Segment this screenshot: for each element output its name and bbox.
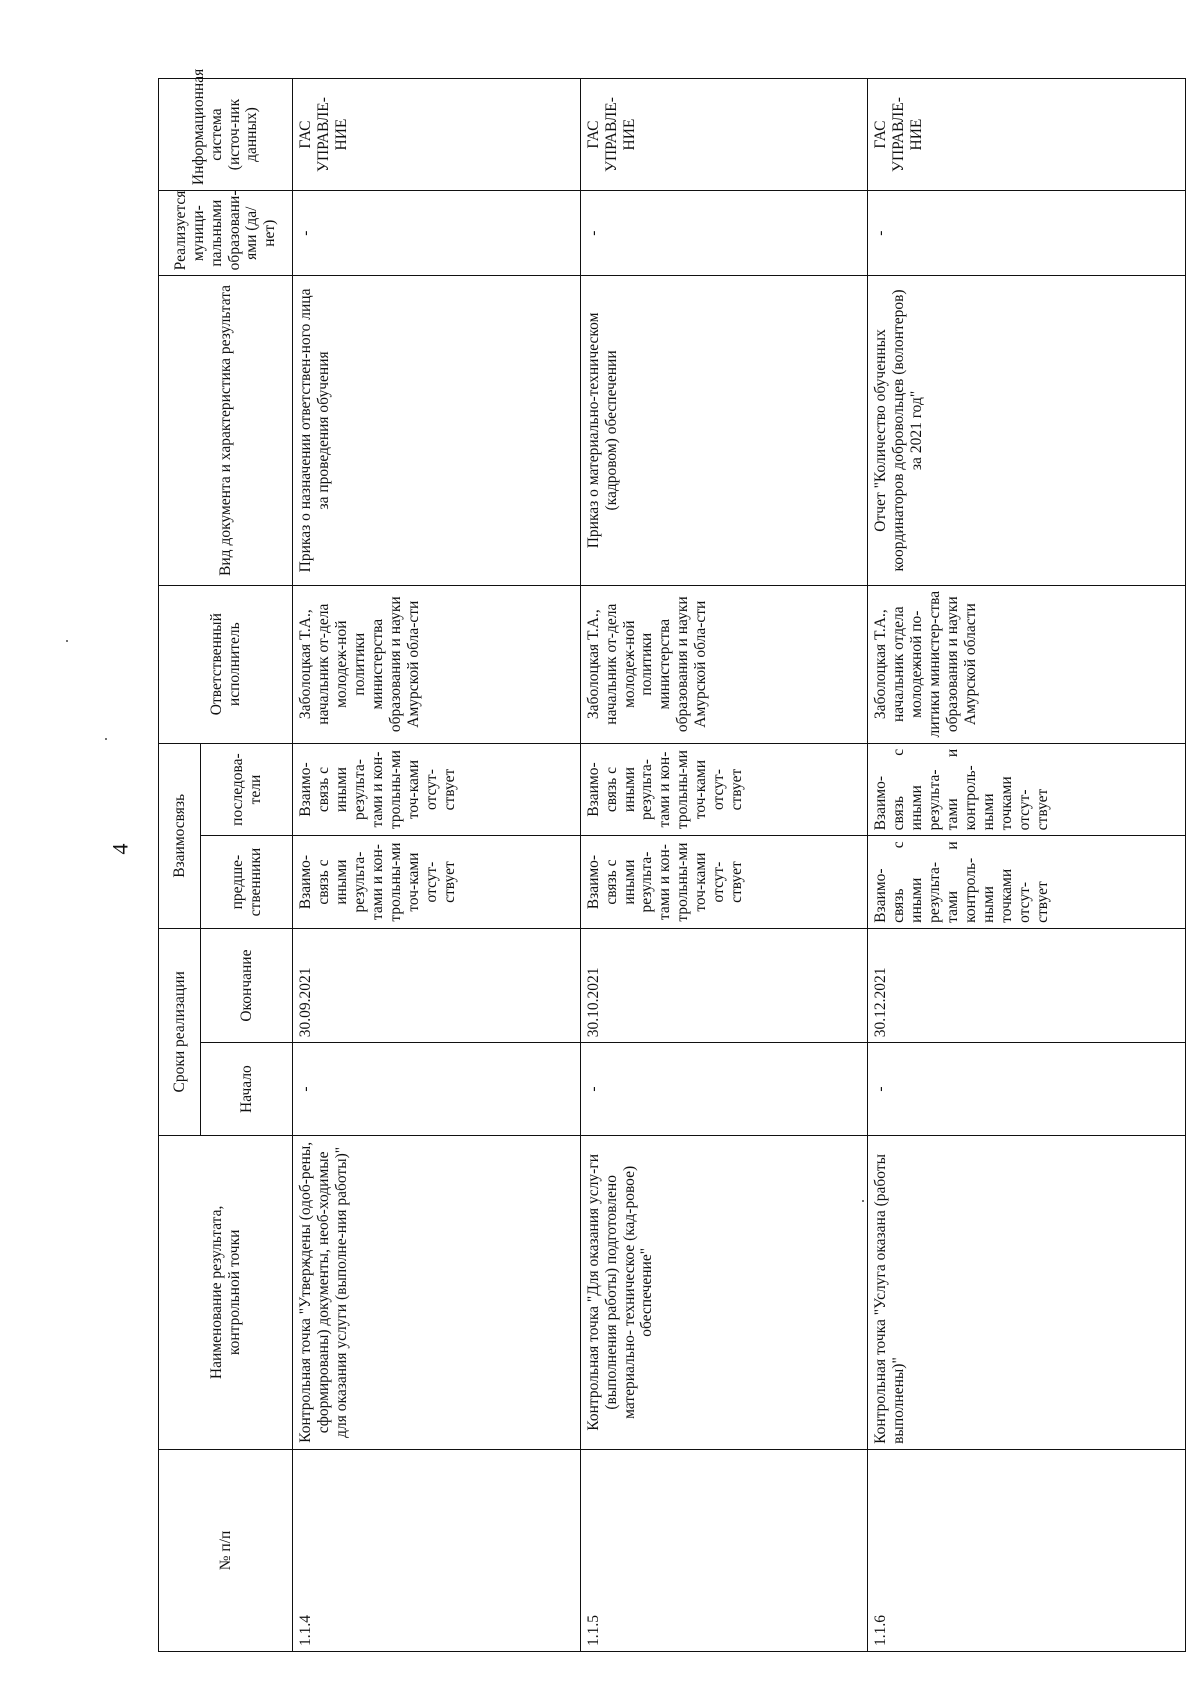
row-name: Контрольная точка "Услуга оказана (работы выполнены)": [868, 1135, 1186, 1449]
header-name: Наименование результата, контрольной точки: [159, 1135, 293, 1449]
row-end: 30.12.2021: [868, 928, 1186, 1042]
row-info-system: ГАС УПРАВЛЕ-НИЕ: [580, 79, 868, 191]
row-predecessors: Взаимо-связь с иными результа-тами и кон-трольны-ми точ-ками отсут-ствует: [580, 836, 868, 929]
page-number: 4: [107, 843, 133, 855]
table-row: [868, 79, 1186, 1652]
header-document: Вид документа и характеристика результата: [159, 276, 293, 585]
row-municipal: -: [868, 191, 1186, 276]
header-links: Взаимосвязь: [159, 743, 201, 928]
row-responsible: Заболоцкая Т.А., начальник отдела молодежной по-литики министер-ства образования и науки Амурской области: [868, 585, 1186, 743]
row-responsible: Заболоцкая Т.А., начальник от-дела молодеж-ной политики министерства образования и науки Амурской обла-сти: [293, 585, 581, 743]
row-municipal: -: [580, 191, 868, 276]
row-predecessors: Взаимо-связь с иными результа-тами и кон-трольны-ми точ-ками отсут-ствует: [293, 836, 581, 929]
row-name: Контрольная точка "Утверждены (одоб-рены, сформированы) документы, необ-ходимые для оказания услуги (выполне-ния работы)": [293, 1135, 581, 1449]
row-end: 30.10.2021: [580, 928, 868, 1042]
row-start: -: [868, 1043, 1186, 1136]
row-document: Приказ о назначении ответствен-ного лица за проведения обучения: [293, 276, 581, 585]
scan-speck: [66, 640, 68, 642]
header-end: Окончание: [201, 928, 293, 1042]
row-successors: Взаимо-связь с иными результа-тами и кон-трольны-ми точ-ками отсут-ствует: [580, 743, 868, 836]
row-predecessors: Взаимо-связь с иными результа-тами и контроль-ными точками отсут-ствует: [868, 836, 1186, 929]
rotated-page-content: [158, 68, 1186, 1652]
scan-speck: [105, 738, 107, 740]
row-name: Контрольная точка "Для оказания услу-ги (выполнения работы) подготовлено материально- техническое (кад-ровое) обеспечение": [580, 1135, 868, 1449]
schedule-table: [158, 68, 1186, 1652]
row-num: 1.1.4: [293, 1449, 581, 1651]
row-num: 1.1.5: [580, 1449, 868, 1651]
header-successors: последова-тели: [201, 743, 293, 836]
row-info-system: ГАС УПРАВЛЕ-НИЕ: [293, 79, 581, 191]
row-document: Приказ о материально-техническом (кадровом) обеспечении: [580, 276, 868, 585]
header-predecessors: предше-ственники: [201, 836, 293, 929]
header-info-system: Информационная система (источ-ник данных): [159, 79, 293, 191]
row-successors: Взаимо-связь с иными результа-тами и кон-трольны-ми точ-ками отсут-ствует: [293, 743, 581, 836]
row-document: Отчет "Количество обученных координаторов добровольцев (волонтеров) за 2021 год": [868, 276, 1186, 585]
table-row: [293, 79, 581, 1652]
row-start: -: [293, 1043, 581, 1136]
row-responsible: Заболоцкая Т.А., начальник от-дела молодеж-ной политики министерства образования и науки Амурской обла-сти: [580, 585, 868, 743]
header-municipal: Реализуется муници-пальными образовани-ями (да/нет): [159, 191, 293, 276]
table-row: [580, 79, 868, 1652]
header-start: Начало: [201, 1043, 293, 1136]
row-num: 1.1.6: [868, 1449, 1186, 1651]
header-responsible: Ответственный исполнитель: [159, 585, 293, 743]
row-successors: Взаимо-связь с иными результа-тами и контроль-ными точками отсут-ствует: [868, 743, 1186, 836]
row-start: -: [580, 1043, 868, 1136]
header-num: № п/п: [159, 1449, 293, 1651]
header-terms: Сроки реализации: [159, 928, 201, 1135]
row-end: 30.09.2021: [293, 928, 581, 1042]
row-info-system: ГАС УПРАВЛЕ-НИЕ: [868, 79, 1186, 191]
row-municipal: -: [293, 191, 581, 276]
